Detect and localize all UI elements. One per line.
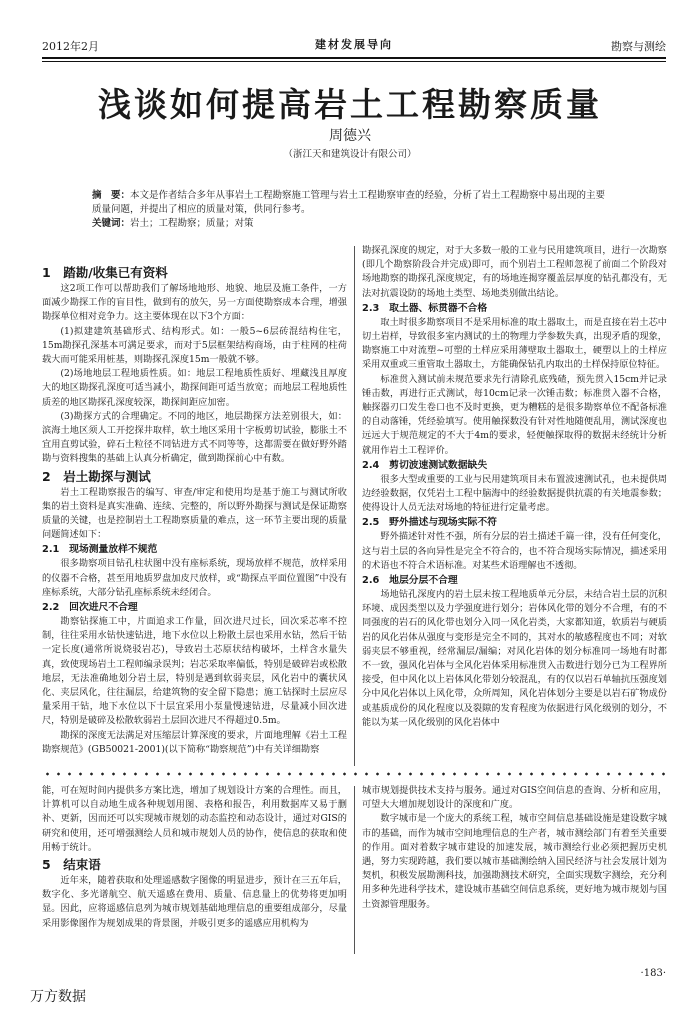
subsection-heading: 2.1 现场测量放样不规范 [42, 544, 158, 556]
section-heading: 2 岩土勘探与测试 [42, 468, 151, 484]
paragraph: 很多勘察项目钻孔柱状图中没有座标系统，现场放样不规范，放样采用的仪器不合格，甚至用地质罗盘加皮尺放样，或“勘探点平面位置图”中没有座标系统，大部分钻孔座标系统未经闭合。 [42, 558, 347, 598]
paragraph: 能，可在短时间内提供多方案比选，增加了规划设计方案的合理性。而且，计算机可以自动地生成各种规划用图、表格和报告，利用数据库又易于删补、更新，因而还可以实现城市规划的动态监控和动态设计，通过对GIS的研究和使用，还可增强测绘人员和城市规划人员的协作，使信息的获取和使用畅于统计。 [42, 785, 347, 853]
header-rule-thick [42, 57, 666, 59]
column-right-top [362, 244, 667, 730]
paragraph: 标准贯入测试前未规范要求先行清除孔底残碴，预先贯入15cm并记录锤击数，再进行正式测试，每10cm记录一次锤击数；标准贯入器不合格，触探器刃口发生卷口也不及时更换，更为糟糕的是很多勘察单位不配备标准的自动落锤，凭经验填写。使用触探数没有针对性地随便乱用，测试深度也远远大于规范规定的不大于4m的要求，轻便触探取得的数据未经统计分析就用作岩土工程评价。 [362, 373, 667, 456]
header-date: 2012年2月 [42, 40, 99, 53]
paragraph: 取土时很多勘察项目不是采用标准的取土器取土，而是直接在岩土芯中切土岩样，导致很多室内测试的土的物理力学参数失真，出现矛盾的现象，勘察施工中对流塑~可塑的土样应采用薄壁取土器取土，硬塑以上的土样应采用双重或三重管取土器取土，方能确保钻孔内取出的土样保持原位特征。 [362, 316, 667, 371]
abstract-label: 摘 要： [92, 190, 131, 201]
keywords-text: 岩土；工程勘察；质量；对策 [130, 218, 254, 229]
paragraph: 场地钻孔深度内的岩土层未按工程地质单元分层，未结合岩土层的沉积环境、成因类型以及力学强度进行划分；岩体风化带的划分不合理，有的不同强度的岩石的风化带也划分入同一风化岩类，大家都知道，软质岩与硬质岩的风化岩体从强度与变形是完全不同的，其对水的敏感程度也不同；对软弱夹层不够重视，经常漏层/漏编；对风化岩体的划分标准同一场地有时都不一致，强风化岩体与全风化岩体采用标准贯入击数进行划分已为工程界所接受，但中风化以上岩体风化带划分较混乱，有的仅以岩石单轴抗压强度划分中风化岩体以上风化带，众所周知，风化岩体划分主要是以岩石矿物成份或基质成份的风化程度以及裂隙的发育程度为依据进行风化级别的划分，不能以为某一风化级别的风化岩体中 [362, 589, 667, 728]
keywords [92, 217, 610, 231]
abstract [92, 189, 610, 217]
paragraph: 数字城市是一个庞大的系统工程，城市空间信息基础设施是建设数字城市的基础，而作为城市空间地理信息的生产者，城市测绘部门有着至关重要的作用。面对着数字城市建设的加速发展，城市测绘行业必须把握历史机遇，努力实现跨越，我们要以城市基础测绘纳入国民经济与社会发展计划为契机，积极发展勘测科技，加强勘测技术研究，全面实现数字测绘，充分利用多种先进科学技术，建设城市基础空间信息系统，更好地为城市规划与国土资源管理服务。 [362, 813, 667, 910]
column-divider [354, 786, 355, 954]
article-title: 浅谈如何提高岩土工程勘察质量 [98, 85, 602, 124]
abstract-block [92, 189, 610, 231]
paragraph: (1)拟建建筑基础形式、结构形式。如：一般5~6层砖混结构住宅，15m勘探孔深基本可满足要求，而对于5层框架结构商场，由于柱网的柱荷载大而可能采用桩基，则勘探孔深度15m一般就不够。 [42, 325, 347, 366]
subsection-heading: 2.3 取土器、标贯器不合格 [362, 302, 488, 314]
paragraph: 近年来，随着获取和处理遥感数字图像的明显进步，预计在三五年后，数字化、多光谱航空、航天遥感在费用、质量、信息量上的优势将更加明显。因此，应将遥感信息列为城市规划基础地理信息的重要组成部分，尽量采用影像图作为规划成果的背景图，并吸引更多的遥感应用机构为 [42, 875, 347, 929]
column-divider [354, 246, 355, 766]
section-heading: 1 踏勘/收集已有资料 [42, 265, 168, 280]
section-heading: 5 结束语 [42, 857, 101, 873]
article-separator [42, 771, 666, 777]
header-journal: 建材发展导向 [315, 38, 393, 51]
paragraph: 很多大型或重要的工业与民用建筑项目未布置波速测试孔，也未提供周边经验数据，仅凭岩土工程中脑海中的经验数据提供抗震的有关地震参数；使得设计人员无法对场地的特征进行定量考虑。 [362, 473, 667, 514]
paragraph: (2)场地地层工程地质性质。如：地层工程地质性质好、埋藏浅且厚度大的地区勘探孔深度可适当减小，勘探间距可适当放宽；而地层工程地质性质差的地区勘探孔深度较深，勘探间距应加密。 [42, 368, 347, 408]
header-rule-thin [42, 61, 666, 62]
paragraph: 这2项工作可以帮助我们了解场地地形、地貌、地层及施工条件，一方面减少勘探工作的盲目性，做到有的放矢，另一方面使勘察成本合理，增强勘探单位相对竞争力。这主要体现在以下3个方面： [42, 283, 347, 323]
subsection-heading: 2.5 野外描述与现场实际不符 [362, 517, 497, 529]
column-left-top [42, 263, 347, 757]
paragraph: 岩土工程勘察报告的编写、审查/审定和使用均是基于施工与测试所收集的岩土资料是真实准确、连续、完整的，所以野外勘探与测试是保证勘察质量的关键，也是控制岩土工程勘察质量的难点，这一环节主要出现的质量问题简述如下： [42, 486, 347, 541]
abstract-text: 本文是作者结合多年从事岩土工程勘察施工管理与岩土工程勘察审查的经验，分析了岩土工程勘察中易出现的主要质量问题，并提出了相应的质量对策，供同行参考。 [92, 190, 606, 215]
subsection-heading: 2.4 剪切波速测试数据缺失 [362, 459, 488, 471]
column-right-bottom [362, 784, 667, 912]
running-header [42, 36, 666, 52]
author-affiliation: （浙江天和建筑设计有限公司） [283, 149, 417, 160]
paragraph: 城市规划提供技术支持与服务。通过对GIS空间信息的查询、分析和应用，可望大大增加规划设计的深度和广度。 [362, 785, 667, 811]
paragraph: 勘探的深度无法满足对压缩层计算深度的要求，片面地理解《岩土工程勘察规范》(GB50021-2001)(以下简称“勘察规范”)中有关详细勘察 [42, 729, 347, 755]
column-left-bottom [42, 784, 347, 931]
page-number: ·183· [640, 968, 666, 979]
paragraph: 勘探孔深度的规定，对于大多数一般的工业与民用建筑项目，进行一次勘察(即几个勘察阶段合并完成)即可，而个别岩土工程师忽视了前面二个阶段对场地勘察的勘探孔深度规定，有的场地连揭穿覆盖层厚度的钻孔都没有，无法对抗震设防的场地土类型、场地类别做出结论。 [362, 245, 667, 299]
subsection-heading: 2.2 回次进尺不合理 [42, 602, 138, 614]
keywords-label: 关键词： [92, 218, 131, 229]
author-name: 周德兴 [329, 128, 371, 144]
paragraph: (3)勘探方式的合理确定。不同的地区，地层勘探方法差别很大，如：滨海土地区须人工开挖探井取样，软土地区采用十字板剪切试验，膨胀土不宜用直剪试验，碎石土粒径不同钻进方式不同等等，这都需要在做好野外踏勘与资料搜集的基础上认真分析确定，做到勘探前心中有数。 [42, 410, 347, 465]
paragraph: 勘察钻探施工中，片面追求工作量，回次进尺过长，回次采芯率不控制，往往采用水钻快速钻进，地下水位以上粉散土层也采用水钻，然后干钻一定长度(通常所说烧驳岩芯)，导致岩土芯原状结构破坏，土样含水量失真，致使现场岩土工程师编录误判；岩芯采取率偏低，特别是破碎岩或松散地层，无法准确地划分岩土层，特别是遇到软弱夹层，风化岩中的囊状风化、夹层风化，往往漏层，给建筑物的安全留下隐患；施工钻探时土层应尽量采用干钻，地下水位以下十层宜采用小泵量慢速钻进，尽量减小回次进尺，特别是破碎及松散软弱岩土层回次进尺不得超过0.5m。 [42, 616, 347, 727]
footer-watermark: 万方数据 [30, 989, 86, 1005]
paragraph: 野外描述针对性不强，所有分层的岩土描述千篇一律，没有任何变化，这与岩土层的各向异性是完全不符合的，也不符合现场实际情况，描述采用的术语也不符合术语标准。对某些术语理解也不透彻。 [362, 531, 667, 571]
header-section: 勘察与测绘 [611, 40, 666, 53]
subsection-heading: 2.6 地层分层不合理 [362, 575, 458, 587]
